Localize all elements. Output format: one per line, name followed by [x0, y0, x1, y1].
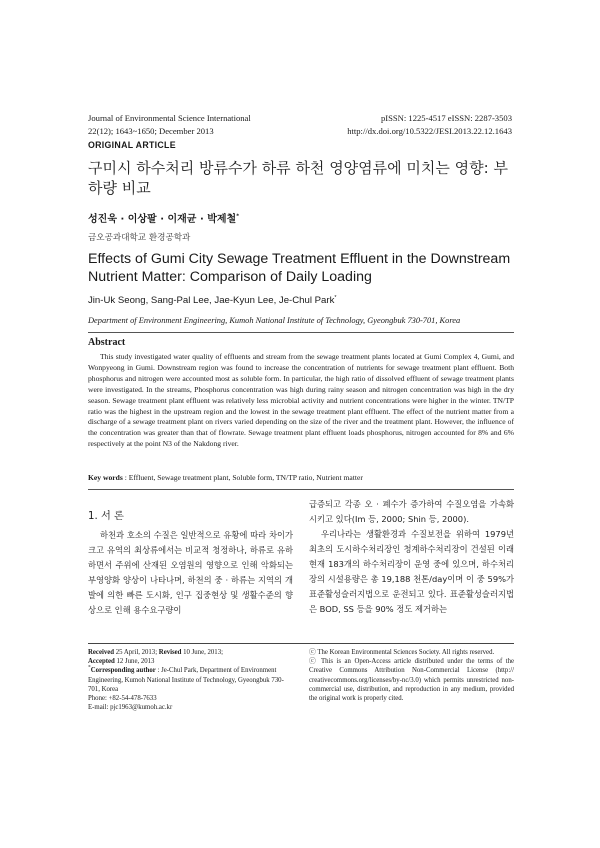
corresponding-label: Corresponding author	[90, 667, 156, 675]
copyright-text: ⓒ The Korean Environmental Sciences Society. All rights reserved.	[309, 649, 495, 656]
corresponding-mark: *	[236, 213, 240, 220]
korean-title: 구미시 하수처리 방류수가 하류 하천 영양염류에 미치는 영향: 부하량 비교	[88, 159, 508, 197]
journal-citation	[88, 112, 251, 137]
article-type: ORIGINAL ARTICLE	[88, 140, 176, 150]
open-access-text: ⓒ This is an Open-Access article distributed under the terms of the Creative Commons Attribution Non-Commercial License (http:// creativecommons.org/licenses/by-nc/3.0) which permits unrestricted non-commercial use, distribution, and reproduction in any medium, provided the original work is properly cited.	[309, 658, 514, 703]
body-paragraph: 급증되고 각종 오 · 폐수가 증가하여 수질오염을 가속화시키고 있다(Im 등, 2000; Shin 등, 2000).	[309, 499, 514, 524]
accepted-label: Accepted	[88, 658, 115, 666]
journal-name: Journal of Environmental Science International	[88, 113, 251, 123]
corresponding-text: : Je-Chul Park, Department of Environment Engineering, Kumoh National Institute of Technology, Gyeongbuk 730-701, Korea	[88, 667, 284, 693]
english-title: Effects of Gumi City Sewage Treatment Effluent in the Downstream Nutrient Matter: Comparison of Daily Loading	[88, 251, 511, 285]
keywords-text: : Effluent, Sewage treatment plant, Soluble form, TN/TP ratio, Nutrient matter	[122, 473, 363, 482]
english-affiliation: Department of Environment Engineering, Kumoh National Institute of Technology, Gyeongbuk 730-701, Korea	[88, 316, 461, 325]
received-date: 25 April, 2013;	[114, 649, 159, 656]
dates-line	[88, 648, 293, 657]
email-link[interactable]: E-mail: pjc1963@kumoh.ac.kr	[88, 704, 173, 712]
body-column-right	[309, 497, 514, 617]
body-paragraph: 우리나라는 생활환경과 수질보전을 위하여 1979년 최초의 도시하수처리장인 청계하수처리장이 건설된 이래 현재 183개의 하수처리장이 운영 중에 있으며, 하수처리장의 시설용량은 총 19,188 천톤/day이며 이 중 59%가 표준활성슬러지법으로 운전되고 있다. 표준활성슬러지법은 BOD, SS 등을 90% 정도 제거하는	[309, 529, 514, 614]
article-footnote	[88, 648, 293, 712]
body-paragraph: 하천과 호소의 수질은 일반적으로 유황에 따라 차이가 크고 유역의 최상류에서는 비교적 청정하나, 하류로 유하하면서 주위에 산재된 오염원의 영향으로 인해 악화되는 부영양화 양상이 나타나며, 하천의 중 · 하류는 지역의 개발에 의한 빠른 도시화, 인구 집중현상 및 생활수준의 향상으로 인해 용수요구량이	[88, 530, 293, 615]
journal-identifiers	[347, 112, 512, 137]
divider	[88, 332, 514, 333]
keywords-label: Key words	[88, 473, 123, 482]
corresponding-mark: *	[334, 294, 337, 301]
english-author-list: Jin-Uk Seong, Sang-Pal Lee, Jae-Kyun Lee, Je-Chul Park	[88, 295, 335, 306]
abstract-body: This study investigated water quality of effluents and stream from the sewage treatment plants located at Gumi Complex 4, Gumi, and Wonpyeong in Gumi. Downstream region was found to increase the concentration of nutrients for sewage treatment plant effluent. Both phosphorus and nitrogen were accounted most as soluble form. In particular, the high ratio of dissolved effluent of sewage treatment plants were investigated. In the streams, Phosphorus concentration was high during rainy season and nitrogen concentration was high in the dry season. Sewage treatment plant effluent was relatively less microbial activity and nutrient concentrations were higher in the winter. TN/TP ratio was the highest in the upstream region and the lowest in the sewage treatment plant effluent. The effect of the nutrient matter from a discharge of a sewage treatment plant on rivers varied depending on the size of the river and the treatment plant. However, the influence of the concentration was greater than that of flowrate. Sewage treatment plant effluent loads phosphorus, nitrogen accounted for 8% and 6% respectively at the point N3 of the Nakdong river.	[88, 352, 514, 449]
accepted-date: 12 June, 2013	[114, 658, 155, 666]
korean-authors	[88, 210, 239, 225]
footnote-divider	[88, 643, 514, 644]
revised-label: Revised	[158, 649, 182, 656]
received-label: Received	[88, 649, 115, 656]
corresponding-author	[88, 666, 293, 694]
section-heading: 1. 서 론	[88, 511, 124, 522]
korean-author-list: 성진욱 · 이상팔 · 이재균 · 박제철	[88, 214, 237, 225]
corresponding-mark: *	[88, 665, 91, 672]
license-notice	[309, 648, 514, 703]
abstract-heading: Abstract	[88, 337, 126, 348]
phone: Phone: +82-54-478-7633	[88, 695, 157, 703]
issn: pISSN: 1225-4517 eISSN: 2287-3503	[380, 113, 512, 123]
revised-date: 10 June, 2013;	[181, 649, 223, 656]
doi-link[interactable]: http://dx.doi.org/10.5322/JESI.2013.22.12.1643	[347, 125, 512, 136]
body-column-left	[88, 528, 293, 618]
divider	[88, 489, 514, 490]
journal-issue: 22(12); 1643~1650; December 2013	[88, 125, 214, 136]
keywords	[88, 473, 514, 483]
korean-affiliation: 금오공과대학교 환경공학과	[88, 233, 191, 243]
accepted-line	[88, 657, 293, 666]
english-authors	[88, 295, 337, 306]
